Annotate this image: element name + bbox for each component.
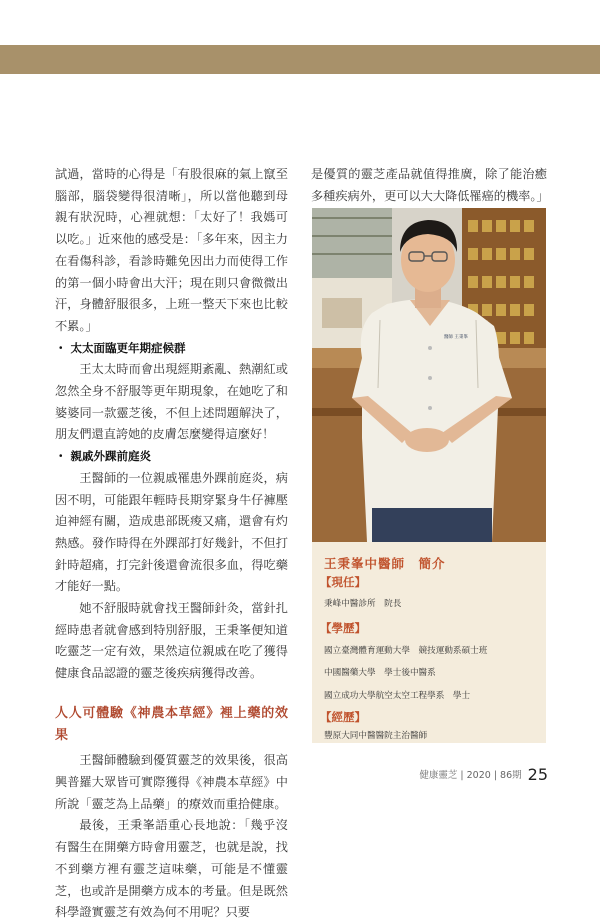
subheading-menopause: ・ 太太面臨更年期症候群	[55, 340, 186, 355]
header-band	[0, 45, 600, 74]
bio-education-heading: 【學歷】	[320, 621, 366, 635]
page-footer	[419, 765, 548, 784]
closing-paragraph: 是優質的靈芝產品就值得推廣，除了能治癒多種疾病外，更可以大大降低罹癌的機率。」	[311, 167, 549, 203]
bio-experience-heading: 【經歷】	[320, 710, 366, 724]
left-column	[55, 164, 288, 924]
bio-education-item: 國立成功大學航空太空工程學系 學士	[324, 691, 471, 701]
bio-current: 秉峰中醫診所 院長	[324, 599, 402, 609]
bio-box	[312, 542, 546, 743]
paragraph-5: 王醫師體驗到優質靈芝的效果後，很高興普羅大眾皆可實際獲得《神農本草經》中所說「靈芝為上品藥」的療效而重拾健康。	[55, 753, 288, 811]
bio-experience: 豐原大同中醫醫院主治醫師	[324, 731, 428, 741]
bio-current-heading: 【現任】	[320, 575, 366, 589]
paragraph-6: 最後，王秉峯語重心長地說：「幾乎沒有醫生在開藥方時會用靈芝，也就是說，找不到藥方裡有靈芝這味藥，可能是不懂靈芝，也或許是開藥方成本的考量。但是既然科學證實靈芝有效為何不用呢？只要	[55, 818, 288, 920]
bio-education-item: 國立臺灣體育運動大學 競技運動系碩士班	[324, 646, 488, 656]
paragraph-3: 王醫師的一位親戚罹患外踝前庭炎，病因不明，可能跟年輕時長期穿緊身牛仔褲壓迫神經有關，造成患部既痠又痛，還會有灼熱感。發作時得在外踝部打好幾針，不但打針時超痛，打完針後還會流很多血，得吃藥才能好一點。	[55, 470, 288, 594]
paragraph-2: 王太太時而會出現經期紊亂、熱潮紅或忽然全身不舒服等更年期現象，在她吃了和婆婆同一款靈芝後，不但上述問題解決了，朋友們還直誇她的皮膚怎麼變得這麼好！	[55, 362, 288, 442]
bio-title: 王秉峯中醫師 簡介	[324, 556, 446, 571]
subheading-relative: ・ 親戚外踝前庭炎	[55, 449, 152, 464]
page-number: 25	[527, 765, 548, 784]
section-title: 人人可體驗《神農本草經》裡上藥的效果	[55, 705, 288, 743]
name-badge: 醫師 王秉峯	[444, 335, 468, 340]
paragraph-1: 試過，當時的心得是「有股很麻的氣上竄至腦部，腦袋變得很清晰」，所以當他聽到母親有狀況時，心裡就想：「太好了！我媽可以吃。」近來他的感受是：「多年來，因主力在看傷科診，看診時難免因出力而使得工作的第一個小時會出大汗；現在則只會微微出汗，身體舒服很多，上班一整天下來也比較不累。」	[55, 167, 288, 333]
bio-education-item: 中國醫藥大學 學士後中醫系	[324, 668, 436, 678]
paragraph-4: 她不舒服時就會找王醫師針灸，當針扎經時患者就會感到特別舒服，王秉峯便知道吃靈芝一定有效，果然這位親戚在吃了獲得健康食品認證的靈芝後疾病獲得改善。	[55, 601, 288, 681]
doctor-photo	[312, 208, 546, 542]
magazine-issue: 健康靈芝 | 2020 | 86期	[419, 770, 522, 781]
